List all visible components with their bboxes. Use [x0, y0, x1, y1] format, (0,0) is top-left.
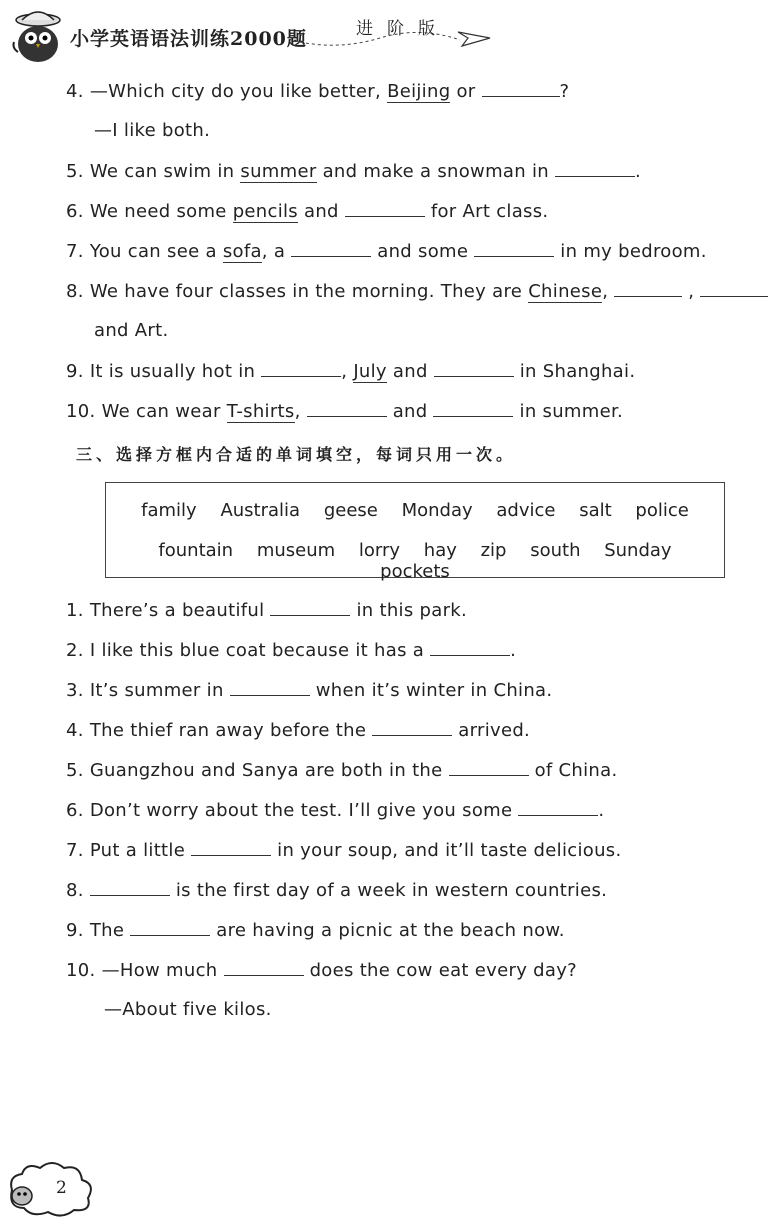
word: Australia — [220, 500, 301, 521]
question-3-5: 5. Guangzhou and Sanya are both in the of China. — [66, 760, 618, 781]
edition-label: 进阶版 — [356, 19, 449, 39]
answer-blank[interactable] — [90, 879, 170, 896]
answer-blank[interactable] — [449, 759, 529, 776]
answer-line: —I like both. — [94, 120, 211, 141]
word: south — [530, 540, 581, 561]
answer-blank[interactable] — [555, 160, 635, 177]
page-number: 2 — [56, 1178, 67, 1198]
answer-blank[interactable] — [270, 599, 350, 616]
answer-blank[interactable] — [430, 639, 510, 656]
answer-line: —About five kilos. — [104, 999, 272, 1020]
question-3-10: 10. —How much does the cow eat every day? — [66, 960, 578, 981]
question-3-2: 2. I like this blue coat because it has a . — [66, 640, 517, 661]
answer-blank[interactable] — [224, 959, 304, 976]
answer-blank[interactable] — [433, 400, 513, 417]
answer-blank[interactable] — [474, 240, 554, 257]
answer-blank[interactable] — [434, 360, 514, 377]
question-2-4: 4. —Which city do you like better, Beijing or ? — [66, 81, 570, 102]
word: lorry — [358, 540, 401, 561]
word: family — [141, 500, 197, 521]
owl-mascot-icon — [8, 8, 68, 66]
cloud-mascot-icon — [0, 1150, 110, 1220]
word: museum — [256, 540, 336, 561]
question-2-5: 5. We can swim in summer and make a snowman in . — [66, 161, 642, 182]
word: hay — [423, 540, 457, 561]
word-bank-row-2 — [106, 540, 724, 582]
answer-blank[interactable] — [230, 679, 310, 696]
answer-blank[interactable] — [518, 799, 598, 816]
question-3-9: 9. The are having a picnic at the beach now. — [66, 920, 565, 941]
question-3-6: 6. Don’t worry about the test. I’ll give you some . — [66, 800, 605, 821]
question-2-6: 6. We need some pencils and for Art class. — [66, 201, 549, 222]
word-bank-row-1 — [106, 500, 724, 521]
question-3-4: 4. The thief ran away before the arrived. — [66, 720, 531, 741]
answer-blank[interactable] — [345, 200, 425, 217]
question-2-9: 9. It is usually hot in , July and in Shanghai. — [66, 361, 636, 382]
word: geese — [323, 500, 378, 521]
answer-blank[interactable] — [482, 80, 560, 97]
continuation-line: and Art. — [94, 320, 169, 341]
given-word: Beijing — [387, 81, 451, 102]
question-3-1: 1. There’s a beautiful in this park. — [66, 600, 468, 621]
word: Monday — [401, 500, 473, 521]
series-title: 小学英语语法训练2000题 — [70, 28, 307, 50]
answer-blank[interactable] — [130, 919, 210, 936]
answer-blank[interactable] — [191, 839, 271, 856]
answer-blank[interactable] — [307, 400, 387, 417]
answer-blank[interactable] — [614, 280, 682, 297]
word-bank-box — [105, 482, 725, 582]
answer-blank[interactable] — [291, 240, 371, 257]
question-2-10: 10. We can wear T-shirts, and in summer. — [66, 401, 624, 422]
word: zip — [480, 540, 507, 561]
question-3-8: 8. is the first day of a week in western countries. — [66, 880, 608, 901]
question-3-3: 3. It’s summer in when it’s winter in China. — [66, 680, 553, 701]
word: fountain — [158, 540, 234, 561]
word: Sunday — [604, 540, 672, 561]
answer-blank[interactable] — [700, 280, 768, 297]
word: police — [635, 500, 689, 521]
question-2-8: 8. We have four classes in the morning. They are Chinese, , — [66, 280, 768, 302]
question-2-7: 7. You can see a sofa, a and some in my bedroom. — [66, 241, 707, 262]
section-heading: 三、选择方框内合适的单词填空，每词只用一次。 — [76, 445, 517, 464]
word: pockets — [380, 561, 450, 582]
word: advice — [496, 500, 556, 521]
word: salt — [579, 500, 612, 521]
answer-blank[interactable] — [372, 719, 452, 736]
answer-blank[interactable] — [261, 360, 341, 377]
question-3-7: 7. Put a little in your soup, and it’ll taste delicious. — [66, 840, 622, 861]
page-header — [0, 0, 780, 70]
